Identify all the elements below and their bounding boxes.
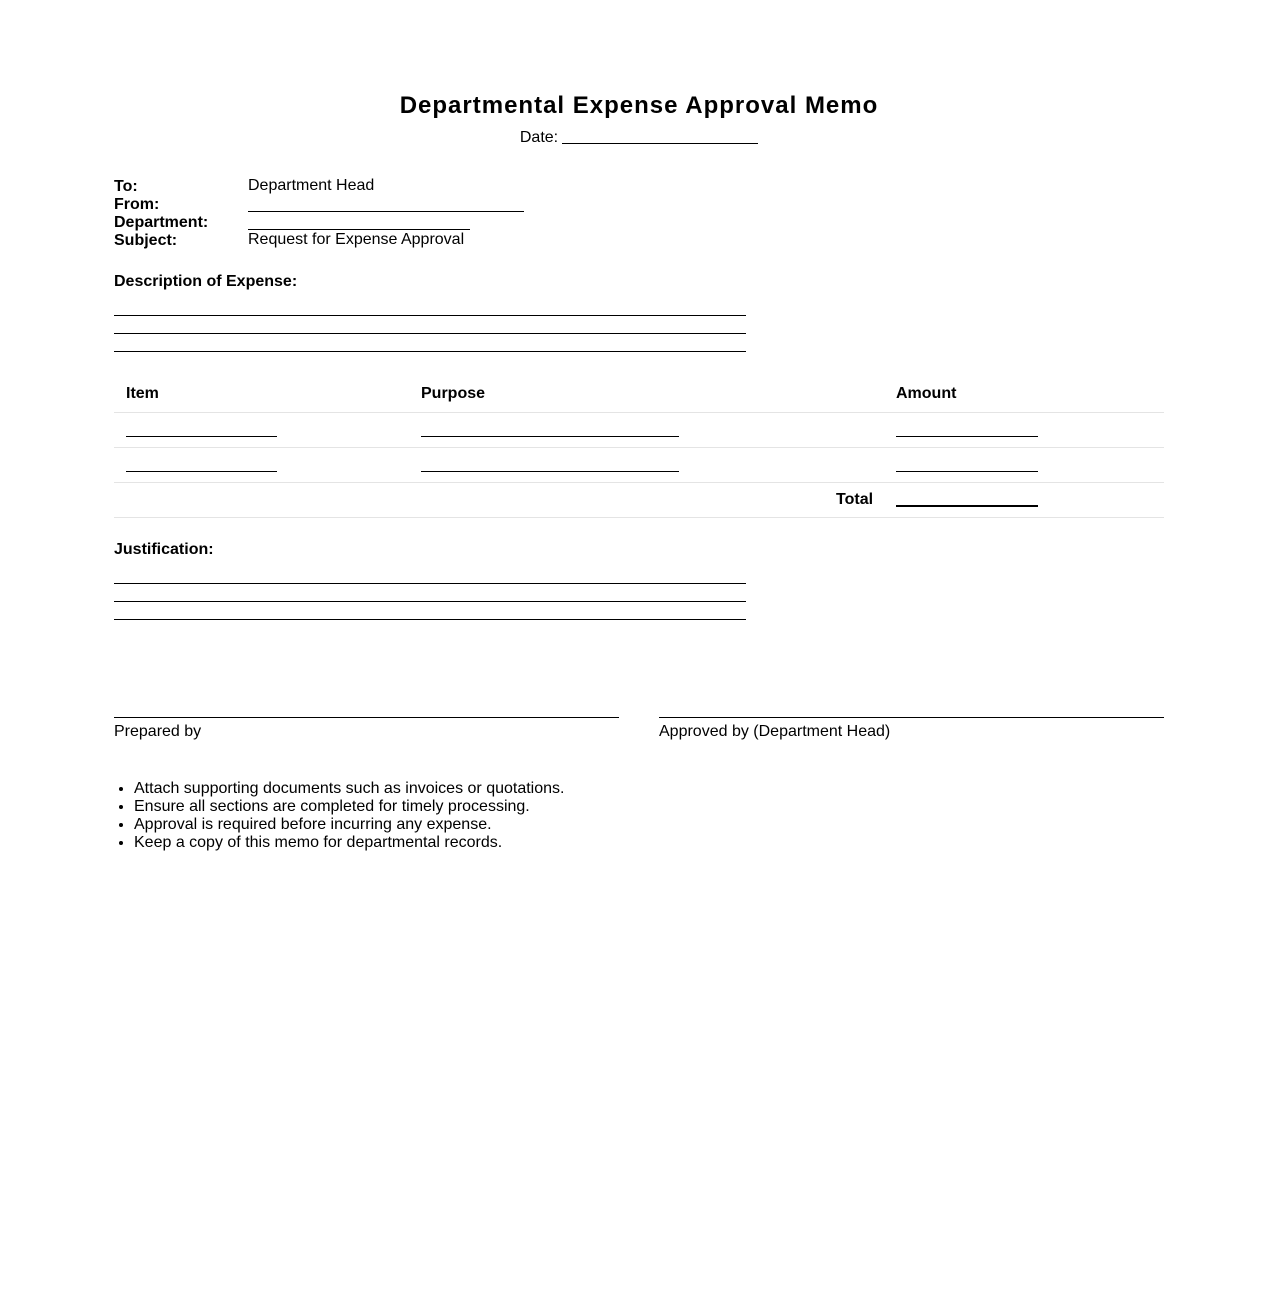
prepared-by-signature-line[interactable]: [114, 717, 619, 718]
date-label: Date:: [519, 129, 559, 146]
to-label: To:: [114, 178, 138, 195]
purpose-field[interactable]: [421, 436, 679, 437]
list-item: • Approval is required before incurring any expense.: [134, 816, 564, 834]
approved-by-label: Approved by (Department Head): [659, 723, 891, 740]
table-divider: [114, 412, 1164, 413]
justification-line-2[interactable]: [114, 601, 746, 602]
total-label: Total: [836, 491, 874, 508]
table-divider: [114, 482, 1164, 483]
amount-field[interactable]: [896, 471, 1038, 472]
description-line-3[interactable]: [114, 351, 746, 352]
date-field[interactable]: [562, 127, 758, 144]
column-header-amount: Amount: [896, 385, 957, 402]
justification-line-3[interactable]: [114, 619, 746, 620]
list-item: • Keep a copy of this memo for departmental records.: [134, 834, 564, 852]
purpose-field[interactable]: [421, 471, 679, 472]
notes-list: [114, 780, 564, 852]
department-field[interactable]: [248, 229, 470, 230]
justification-label: Justification:: [114, 541, 214, 558]
description-line-2[interactable]: [114, 333, 746, 334]
justification-line-1[interactable]: [114, 583, 746, 584]
to-value: Department Head: [248, 177, 375, 194]
subject-value: Request for Expense Approval: [248, 231, 465, 248]
total-amount-field[interactable]: [896, 505, 1038, 507]
list-item: • Attach supporting documents such as invoices or quotations.: [134, 780, 564, 798]
description-line-1[interactable]: [114, 315, 746, 316]
department-label: Department:: [114, 214, 209, 231]
table-divider: [114, 517, 1164, 518]
item-field[interactable]: [126, 436, 277, 437]
memo-title: Departmental Expense Approval Memo: [399, 92, 879, 119]
amount-field[interactable]: [896, 436, 1038, 437]
subject-label: Subject:: [114, 232, 178, 249]
description-label: Description of Expense:: [114, 273, 298, 290]
column-header-purpose: Purpose: [421, 385, 486, 402]
prepared-by-label: Prepared by: [114, 723, 202, 740]
list-item: • Ensure all sections are completed for timely processing.: [134, 798, 564, 816]
date-row: [114, 127, 1164, 148]
from-label: From:: [114, 196, 160, 213]
column-header-item: Item: [126, 385, 159, 402]
table-divider: [114, 447, 1164, 448]
item-field[interactable]: [126, 471, 277, 472]
approved-by-signature-line[interactable]: [659, 717, 1164, 718]
from-field[interactable]: [248, 211, 524, 212]
